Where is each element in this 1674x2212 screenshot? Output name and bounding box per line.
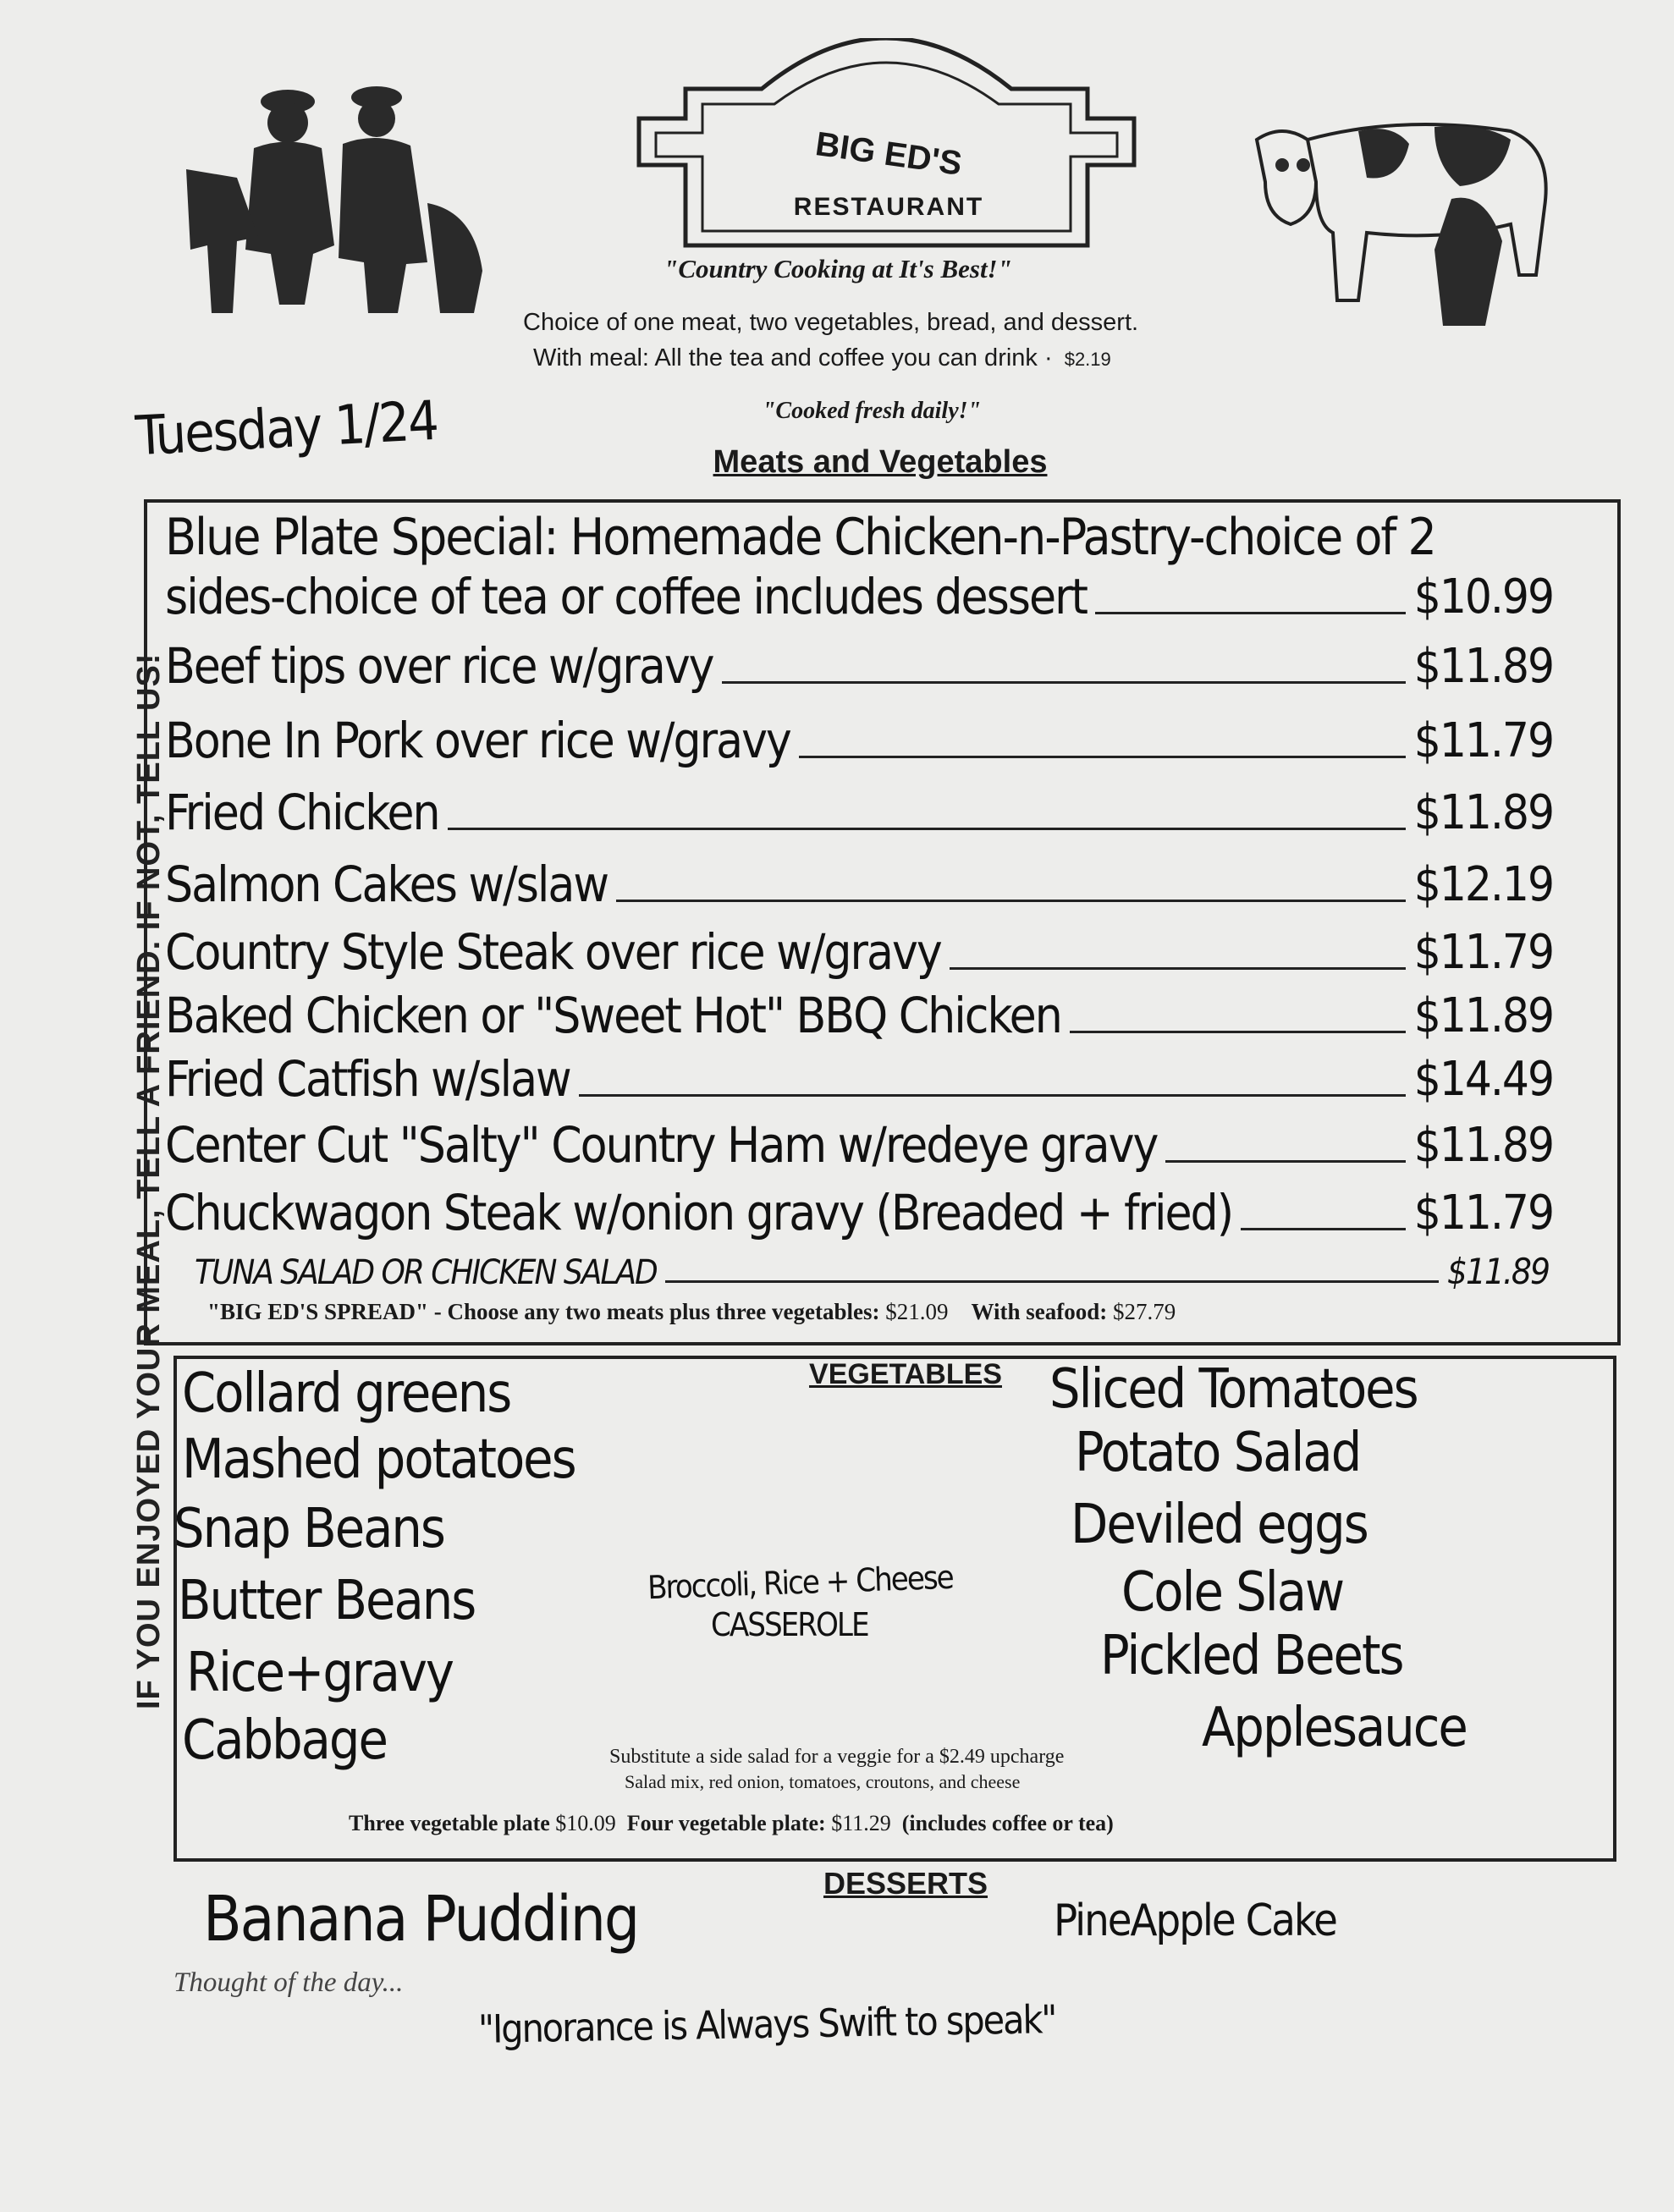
meat-name: Baked Chicken or "Sweet Hot" BBQ Chicken [165,987,1061,1044]
four-veg-price: $11.29 [831,1811,891,1835]
drink-price: $2.19 [1064,349,1111,370]
three-veg-label: Three vegetable plate [349,1811,550,1835]
meat-item [165,1049,1553,1108]
meat-name: Center Cut "Salty" Country Ham w/redeye gravy [165,1116,1158,1174]
leader-line [1241,1228,1406,1230]
casserole-line2: CASSEROLE [711,1606,868,1643]
desserts-heading: DESSERTS [823,1866,988,1901]
casserole-line1: Broccoli, Rice + Cheese [647,1558,954,1607]
vegetable-plate-prices [349,1811,1114,1836]
vegetable-item: Deviled eggs [1071,1494,1368,1556]
meat-name: Country Style Steak over rice w/gravy [165,923,941,981]
vegetable-item: Snap Beans [173,1498,444,1560]
blue-plate-special: Blue Plate Special: Homemade Chicken-n-Pastry-choice of 2 [165,508,1435,567]
meat-item [165,1183,1553,1241]
meat-name: Beef tips over rice w/gravy [165,637,713,695]
vegetable-item: Applesauce [1202,1697,1467,1759]
meal-choice-info: Choice of one meat, two vegetables, bread, and dessert. [523,309,1139,336]
leader-line [579,1094,1406,1097]
meat-price: $12.19 [1413,857,1553,912]
side-message: IF YOU ENJOYED YOUR MEAL, TELL A FRIEND. IF NOT, TELL US! [131,652,167,1709]
meats-heading: Meats and Vegetables [713,444,1048,480]
meat-item [165,783,1553,841]
meat-item [195,1235,1549,1290]
leader-line [950,967,1406,970]
seafood-price: $27.79 [1113,1299,1176,1324]
logo-subtitle: RESTAURANT [793,193,984,221]
meat-name: Bone In Pork over rice w/gravy [165,712,790,769]
farmers-illustration [186,68,499,322]
leader-line [448,828,1406,830]
vegetables-heading: VEGETABLES [809,1358,1002,1390]
salad-ingredients: Salad mix, red onion, tomatoes, croutons, and cheese [625,1771,1021,1792]
vegetable-item: Rice+gravy [186,1642,453,1704]
vegetable-item: Cabbage [182,1709,387,1772]
meat-name: Salmon Cakes w/slaw [165,856,608,913]
big-eds-spread [207,1299,1561,1325]
dessert-item: PineApple Cake [1054,1896,1336,1946]
cow-illustration [1231,106,1561,343]
meat-name: Chuckwagon Steak w/onion gravy (Breaded + fried) [165,1184,1233,1241]
meat-item [165,711,1553,769]
spread-text: "BIG ED'S SPREAD" - Choose any two meats plus three vegetables: [207,1299,880,1324]
leader-line [722,681,1406,684]
spread-price: $21.09 [885,1299,949,1324]
meat-price: $10.99 [1413,570,1553,625]
thought-label: Thought of the day... [173,1967,404,1998]
drink-info-text: With meal: All the tea and coffee you can drink [533,344,1038,371]
seafood-label: With seafood: [971,1299,1108,1324]
menu-date: Tuesday 1/24 [134,389,439,469]
leader-line [1070,1031,1406,1033]
meat-price: $11.89 [1413,785,1553,840]
meat-price: $11.89 [1446,1251,1549,1292]
includes-note: (includes coffee or tea) [901,1811,1114,1835]
meat-name: Fried Chicken [165,784,439,841]
leader-line [616,900,1406,902]
meat-name: Fried Catfish w/slaw [165,1050,570,1108]
meat-price: $14.49 [1413,1052,1553,1107]
leader-line [1095,612,1406,614]
meat-item [165,855,1553,913]
meat-price: $11.79 [1413,925,1553,980]
four-veg-label: Four vegetable plate: [626,1811,826,1835]
vegetable-item: Collard greens [182,1362,511,1425]
vegetable-item: Sliced Tomatoes [1049,1358,1418,1421]
vegetable-item: Cole Slaw [1121,1561,1344,1624]
vegetable-item: Butter Beans [178,1570,476,1632]
logo-name: BIG ED'S [812,125,965,183]
meat-name: sides-choice of tea or coffee includes dessert [165,568,1087,625]
vegetable-item: Mashed potatoes [182,1428,575,1491]
vegetable-item: Pickled Beets [1100,1625,1403,1687]
meat-price: $11.79 [1413,713,1553,768]
meat-price: $11.89 [1413,639,1553,694]
vegetable-item: Potato Salad [1075,1422,1361,1484]
meat-item [165,922,1553,981]
meat-item [165,986,1553,1044]
meat-name: TUNA SALAD OR CHICKEN SALAD [195,1253,657,1292]
meat-price: $11.89 [1413,988,1553,1043]
three-veg-price: $10.09 [555,1811,616,1835]
drink-info: With meal: All the tea and coffee you can drink · $2.19 [533,344,1111,371]
thought-of-the-day: "Ignorance is Always Swift to speak" [477,1996,1056,2052]
meat-price: $11.89 [1413,1118,1553,1173]
meat-item [165,567,1553,625]
leader-line [1165,1160,1405,1163]
meat-item [165,1115,1553,1174]
cooked-fresh-note: "Cooked fresh daily!" [762,398,982,424]
side-salad-note: Substitute a side salad for a veggie for a $2.49 upcharge [609,1746,1065,1768]
meat-item [165,636,1553,695]
dessert-item: Banana Pudding [203,1883,639,1956]
tagline: "Country Cooking at It's Best!" [664,254,1012,283]
leader-line [665,1280,1439,1283]
meat-price: $11.79 [1413,1186,1553,1241]
leader-line [799,756,1406,758]
